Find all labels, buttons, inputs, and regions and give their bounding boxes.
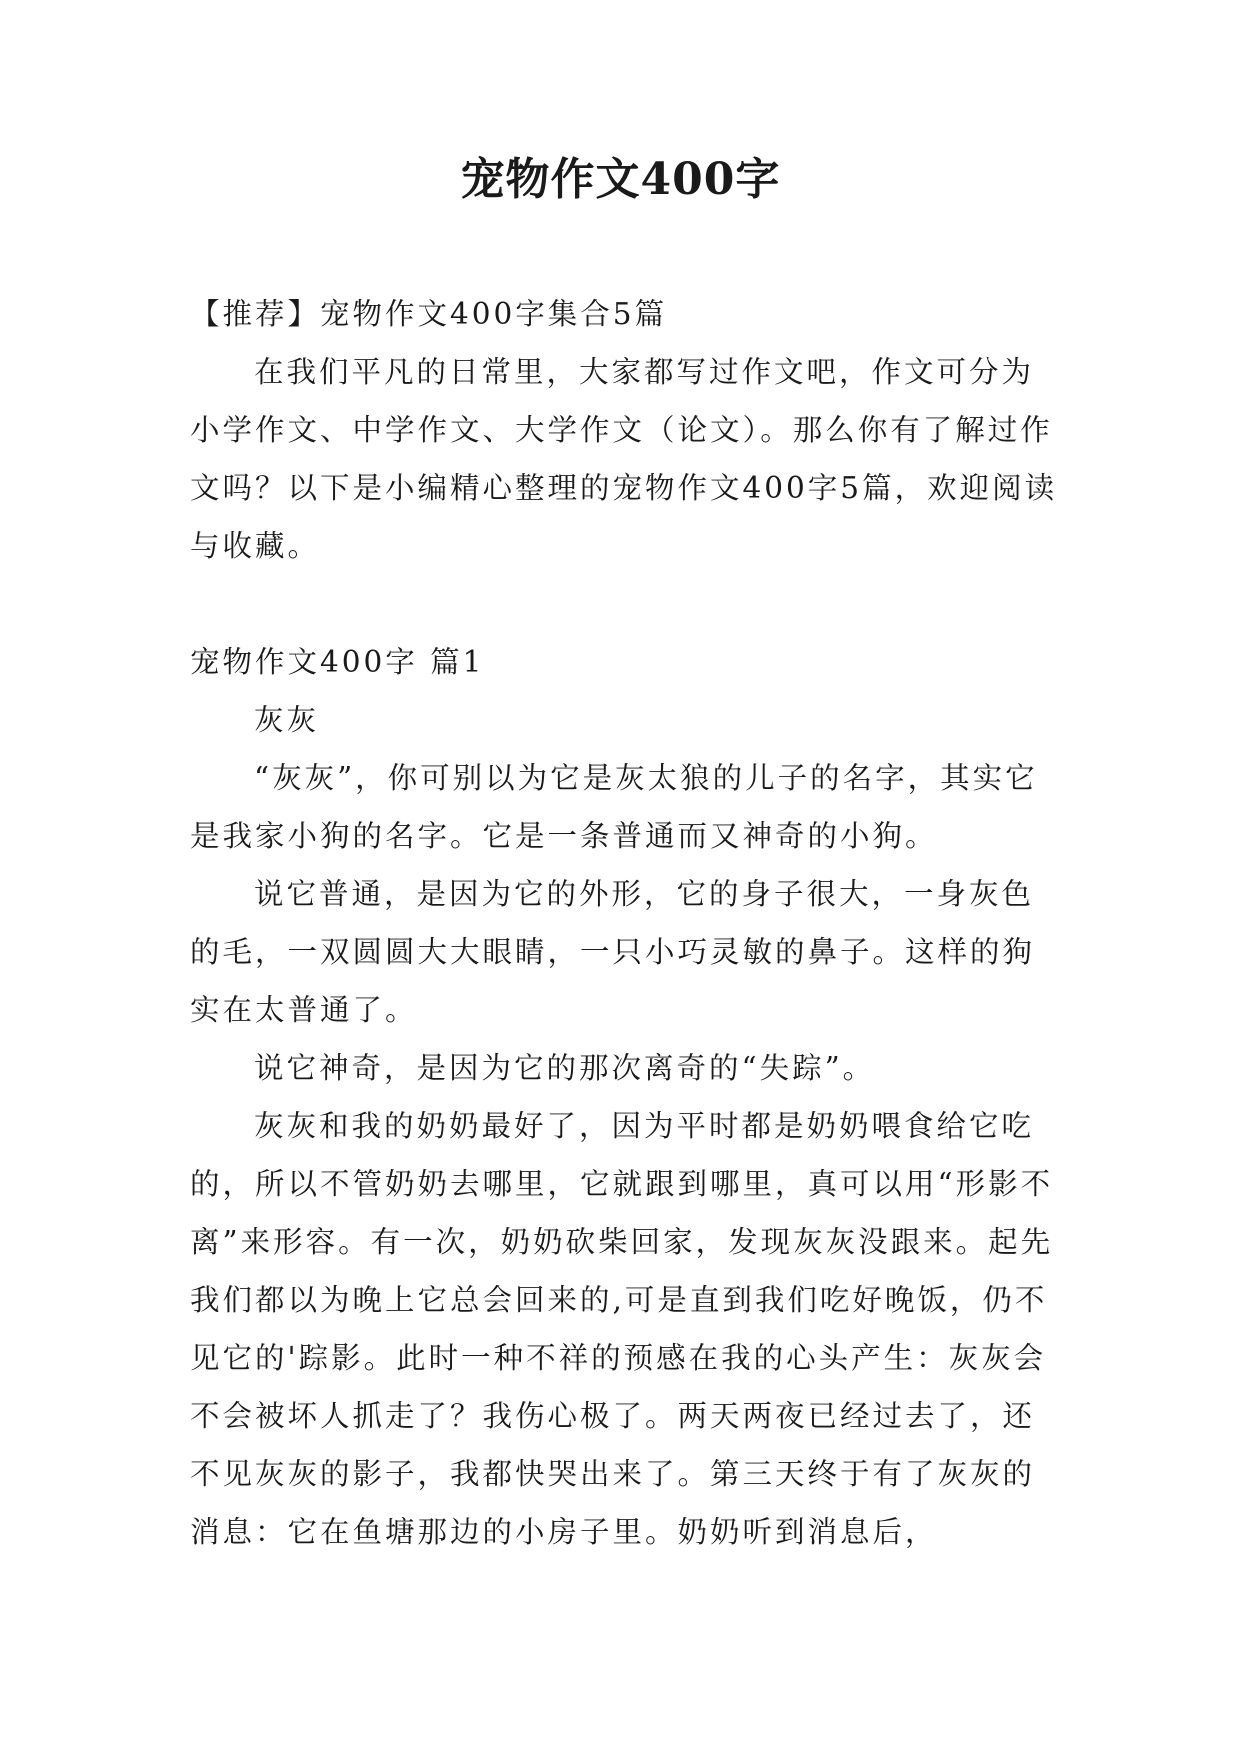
section-spacer [190, 575, 1060, 633]
body-paragraph: 说它神奇，是因为它的那次离奇的“失踪”。 [254, 1051, 876, 1085]
document-subtitle: 【推荐】宠物作文400字集合5篇 [190, 297, 668, 331]
intro-paragraph: 在我们平凡的日常里，大家都写过作文吧，作文可分为小学作文、中学作文、大学作文（论文）。那么你有了解过作文吗？以下是小编精心整理的宠物作文400字5篇，欢迎阅读与收藏。 [190, 355, 1058, 563]
body-paragraph: 灰灰和我的奶奶最好了，因为平时都是奶奶喂食给它吃的，所以不管奶奶去哪里，它就跟到哪里，真可以用“形影不离”来形容。有一次，奶奶砍柴回家，发现灰灰没跟来。起先我们都以为晚上它总会回来的,可是直到我们吃好晚饭，仍不见它的'踪影。此时一种不祥的预感在我的心头产生：灰灰会不会被坏人抓走了？我伤心极了。两天两夜已经过去了，还不见灰灰的影子，我都快哭出来了。第三天终于有了灰灰的消息：它在鱼塘那边的小房子里。奶奶听到消息后， [190, 1109, 1054, 1549]
document-title: 宠物作文400字 [460, 154, 781, 205]
body-paragraph: 说它普通，是因为它的外形，它的身子很大，一身灰色的毛，一双圆圆大大眼睛，一只小巧灵敏的鼻子。这样的狗实在太普通了。 [190, 877, 1036, 1027]
document-body [190, 285, 1060, 1561]
essay-title: 灰灰 [254, 703, 320, 737]
section-heading: 宠物作文400字 篇1 [190, 645, 485, 679]
body-paragraph: “灰灰”，你可别以为它是灰太狼的儿子的名字，其实它是我家小狗的名字。它是一条普通而又神奇的小狗。 [190, 761, 1038, 853]
